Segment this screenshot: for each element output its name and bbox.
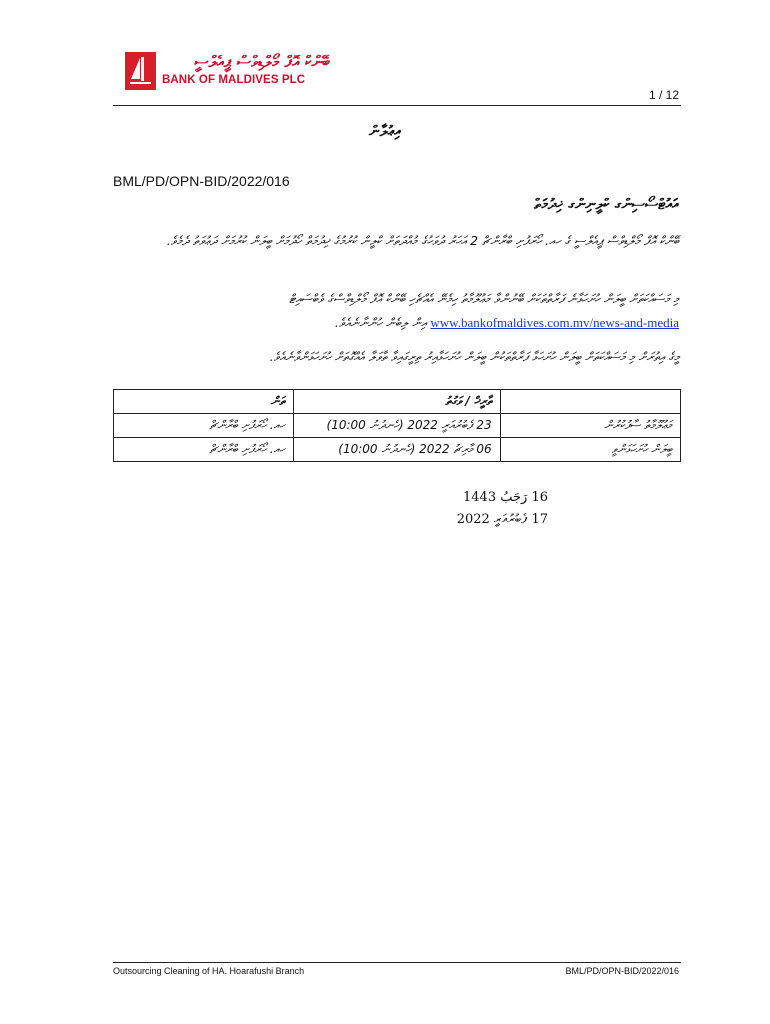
paragraph-website-after: އިން ލިބެން ހުންނާނެއެވެ. [334, 315, 431, 330]
table-cell-place: ހއ. ހޯރަފުށި ބްރާންޗް [114, 438, 294, 462]
paragraph-invitation: ބޭންކް އޮފް މޯލްޑިވްސް ޕީއެލްސީ ގެ ހއ. ހޯރަފުށި ބްރާންޗް 2 އަހަރު ދުވަހުގެ މުއްދަތަށް ކްލީން ކުރުމުގެ ޚިދުމަތް ހޯދުމަށް ބީލަން ކުރުމަށް ދަޢުވަތު ދެމެވެ. [166, 233, 679, 248]
table-row [114, 414, 681, 438]
table-cell-activity: މަޢުލޫމާތު ސާފުކުރުން [500, 414, 680, 438]
document-title: އިޢުލާން [368, 122, 402, 140]
table-cell-activity: ބީލަން ހުށަހަޅަންވީ [500, 438, 680, 462]
table-header-datetime: ތާރީޚް / ވަގުތު [293, 390, 500, 414]
reference-number: BML/PD/OPN-BID/2022/016 [113, 173, 290, 189]
logo-latin-text: BANK OF MALDIVES PLC [162, 74, 306, 86]
table-cell-place: ހއ. ހޯރަފުށި ބްރާންޗް [114, 414, 294, 438]
paragraph-schedule-intro: މީގެ އިތުރަށް މި މަސައްކަތަށް ބީލަން ހުށަހަޅާ ފަރާތްތަކުން ބީލަން ހުށަހަޅާއިރު ތިރީގައިވާ ތާވަލާ އެއްގޮތަށް ހުށަހަޅަންވާނެއެވެ. [269, 349, 679, 364]
paragraph-website-text: މި މަސައްކަތަށް ބީލަން ހުށަހަޅާނެ ފަރާތްތަކަށް ބޭނުންވާ މަޢުލޫމާތު ހިމެނޭ އެއްޗެހި ބޭންކް އޮފް މޯލްޑިވްސްގެ ވެބްސައިޓް [289, 291, 679, 306]
document-subject: އައުޓްސޯސިންގ ކްލީނިންގ ޚިދުމަތް [533, 195, 679, 213]
bank-logo [125, 52, 330, 98]
header-divider [113, 105, 681, 106]
hijri-date: 16 رَجَبُ 1443 [463, 490, 548, 505]
page-number: 1 / 12 [648, 88, 679, 102]
footer-title: Outsourcing Cleaning of HA. Hoarafushi Branch [113, 966, 305, 976]
footer-reference: BML/PD/OPN-BID/2022/016 [565, 966, 679, 976]
logo-mark-icon [125, 52, 156, 90]
table-row [114, 438, 681, 462]
logo-thaana-text: ބޭންކް އޮފް މޯލްޑިވްސް ޕީއެލްސީ [194, 52, 330, 71]
table-header-activity [500, 390, 680, 414]
footer-divider [113, 962, 681, 963]
table-cell-datetime: 06 މާރިޗު 2022 (ހެނދުނު 10:00) [293, 438, 500, 462]
table-cell-datetime: 23 ފެބުރުއަރީ 2022 (ހެނދުނު 10:00) [293, 414, 500, 438]
table-header-place: ތަން [114, 390, 294, 414]
website-link[interactable]: www.bankofmaldives.com.mv/news-and-media [430, 315, 679, 330]
table-header-row [114, 390, 681, 414]
gregorian-date: 17 ފެބުރުއަރީ 2022 [456, 512, 548, 527]
paragraph-website-info [114, 287, 679, 335]
schedule-table [113, 389, 681, 462]
